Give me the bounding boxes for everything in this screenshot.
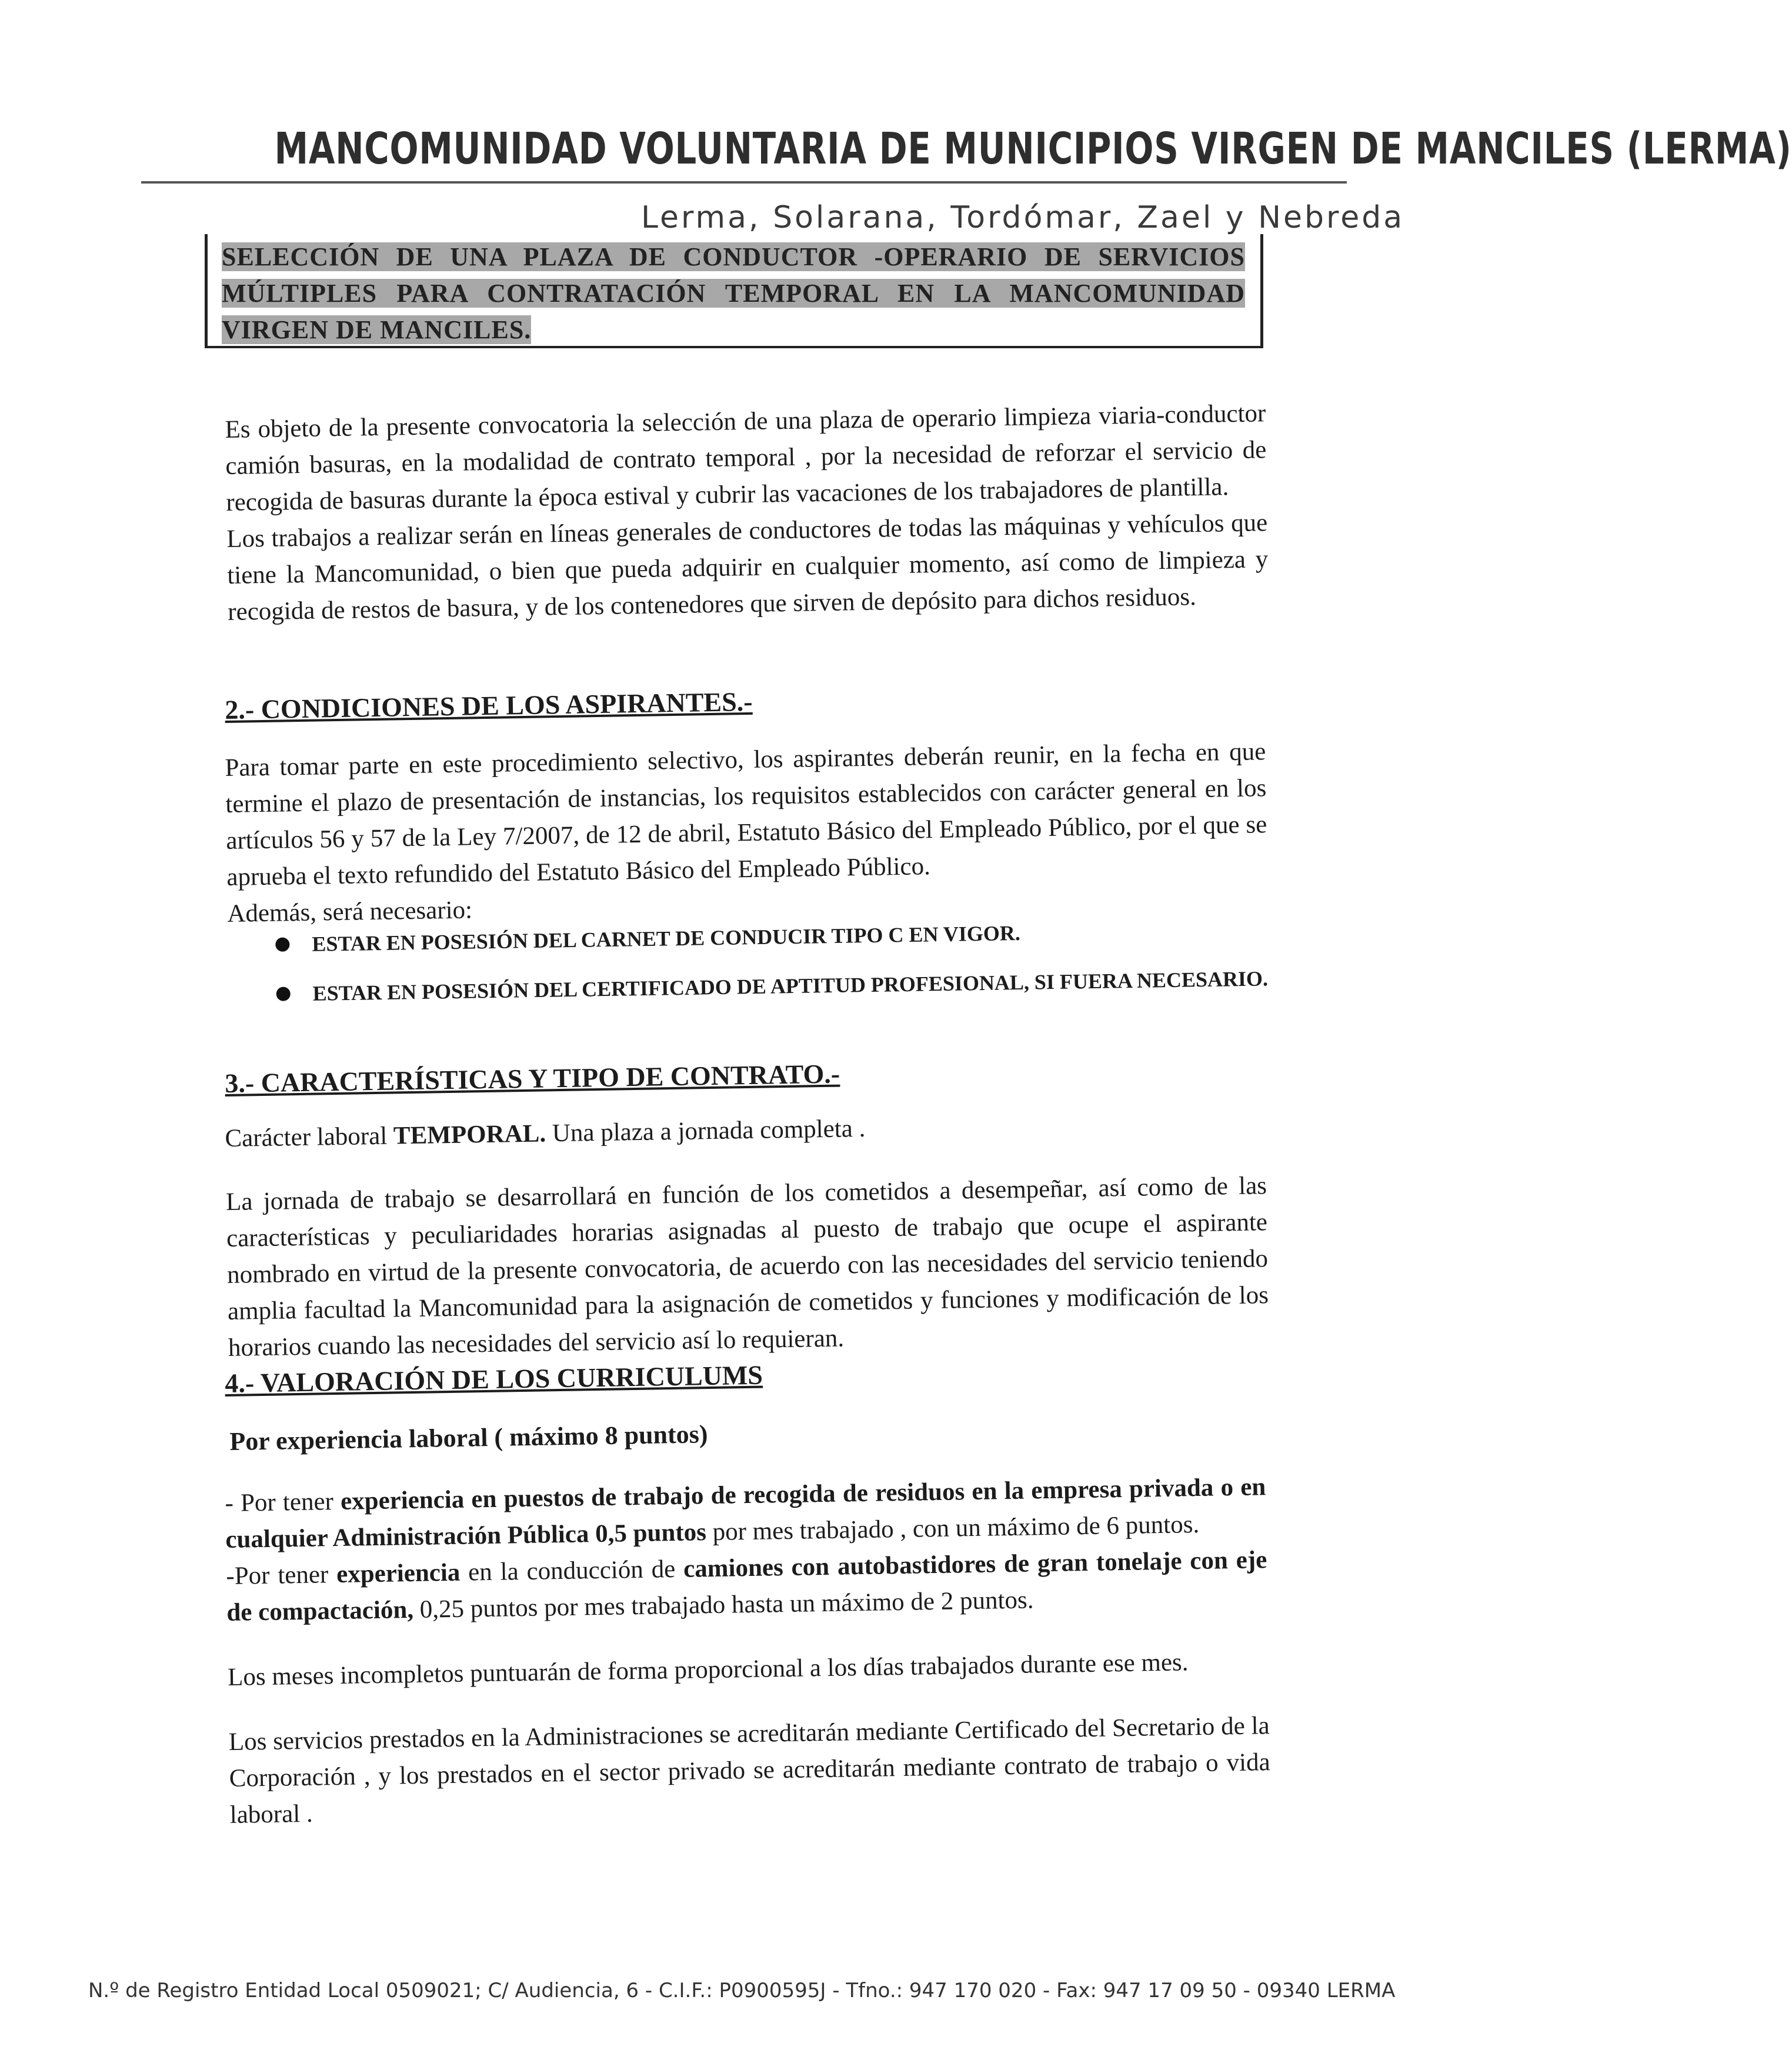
requirement-text: ESTAR EN POSESIÓN DEL CERTIFICADO DE APTITUD PROFESIONAL, SI FUERA NECESARIO. bbox=[312, 966, 1269, 1005]
letterhead-title: MANCOMUNIDAD VOLUNTARIA DE MUNICIPIOS VIRGEN DE MANCILES (LERMA) bbox=[274, 124, 1792, 174]
letterhead-towns: Lerma, Solarana, Tordómar, Zael y Nebreda bbox=[641, 200, 1405, 235]
title-line-3: VIRGEN DE MANCILES. bbox=[222, 315, 532, 344]
section-4-body bbox=[225, 1469, 1271, 1834]
footer-contact: N.º de Registro Entidad Local 0509021; C/ Audiencia, 6 - C.I.F.: P0900595J - Tfno.: 947 170 020 - Fax: 947 17 09 50 - 09340 LERMA bbox=[88, 1979, 1396, 2002]
title-line-1: SELECCIÓN DE UNA PLAZA DE CONDUCTOR -OPERARIO DE SERVICIOS bbox=[222, 242, 1245, 271]
section-2-requirements-intro: Además, será necesario: bbox=[227, 896, 473, 928]
section-2-heading: 2.- CONDICIONES DE LOS ASPIRANTES.- bbox=[225, 686, 753, 725]
title-line-2: MÚLTIPLES PARA CONTRATACIÓN TEMPORAL EN LA MANCOMUNIDAD bbox=[222, 279, 1245, 308]
document-title-box bbox=[205, 234, 1263, 348]
intro-paragraph-1: Es objeto de la presente convocatoria la selección de una plaza de operario limpieza viaria-conductor camión basuras, en la modalidad de contrato temporal , por la necesidad de reforzar el servicio de recogida de basuras durante la época estival y cubrir las vacaciones de los trabajadores de plantilla. bbox=[225, 399, 1267, 516]
contract-type-paragraph: Carácter laboral TEMPORAL. Una plaza a jornada completa . bbox=[225, 1114, 866, 1152]
section-3-body bbox=[225, 1104, 1269, 1367]
bullet-icon bbox=[276, 986, 291, 1001]
intro-section bbox=[225, 395, 1269, 631]
contract-type-value: TEMPORAL. bbox=[393, 1119, 546, 1150]
services-accreditation-paragraph: Los servicios prestados en la Administraciones se acreditarán mediante Certificado del Secretario de la Corporación , y los prestados en el sector privado se acreditarán mediante contrato de trabajo o vida laboral . bbox=[228, 1712, 1270, 1829]
section-3-heading: 3.- CARACTERÍSTICAS Y TIPO DE CONTRATO.- bbox=[225, 1058, 840, 1098]
document-title bbox=[222, 239, 1245, 348]
incomplete-months-paragraph: Los meses incompletos puntuarán de forma proporcional a los días trabajados durante ese mes. bbox=[227, 1648, 1189, 1691]
letterhead-divider bbox=[141, 181, 1347, 184]
experience-item-1: - Por tener experiencia en puestos de trabajo de recogida de residuos en la empresa privada o en cualquier Administración Pública 0,5 puntos por mes trabajado , con un máximo de 6 puntos. bbox=[225, 1473, 1266, 1554]
section-2-paragraph: Para tomar parte en este procedimiento selectivo, los aspirantes deberán reunir, en la fecha en que termine el plazo de presentación de instancias, los requisitos establecidos con carácter general en los artículos 56 y 57 de la Ley 7/2007, de 12 de abril, Estatuto Básico del Empleado Público, por el que se aprueba el texto refundido del Estatuto Básico del Empleado Público. bbox=[225, 738, 1267, 891]
list-item bbox=[271, 963, 1272, 1009]
requirement-text: ESTAR EN POSESIÓN DEL CARNET DE CONDUCIR TIPO C EN VIGOR. bbox=[312, 921, 1021, 956]
bullet-icon bbox=[275, 937, 289, 951]
working-hours-paragraph: La jornada de trabajo se desarrollará en función de los cometidos a desempeñar, así como de las características y peculiaridades horarias asignadas al puesto de trabajo que ocupe el aspirante nombrado en virtud de la presente convocatoria, de acuerdo con las necesidades del servicio teniendo amplia facultad la Mancomunidad para la asignación de cometidos y funciones y modificación de los horarios cuando las necesidades del servicio así lo requieran. bbox=[225, 1172, 1269, 1362]
experience-item-2: -Por tener experiencia en la conducción de camiones con autobastidores de gran tonelaje con eje de compactación, 0,25 puntos por mes trabajado hasta un máximo de 2 puntos. bbox=[226, 1546, 1267, 1627]
section-4-subheading: Por experiencia laboral ( máximo 8 puntos) bbox=[229, 1419, 708, 1456]
requirements-list bbox=[271, 914, 1272, 1028]
intro-paragraph-2: Los trabajos a realizar serán en líneas generales de conductores de todas las máquinas y vehículos que tiene la Mancomunidad, o bien que pueda adquirir en cualquier momento, así como de limpieza y recogida de restos de basura, y de los contenedores que sirven de depósito para dichos residuos. bbox=[226, 509, 1269, 626]
section-4-heading: 4.- VALORACIÓN DE LOS CURRICULUMS bbox=[225, 1359, 763, 1398]
section-2-body bbox=[225, 734, 1269, 932]
